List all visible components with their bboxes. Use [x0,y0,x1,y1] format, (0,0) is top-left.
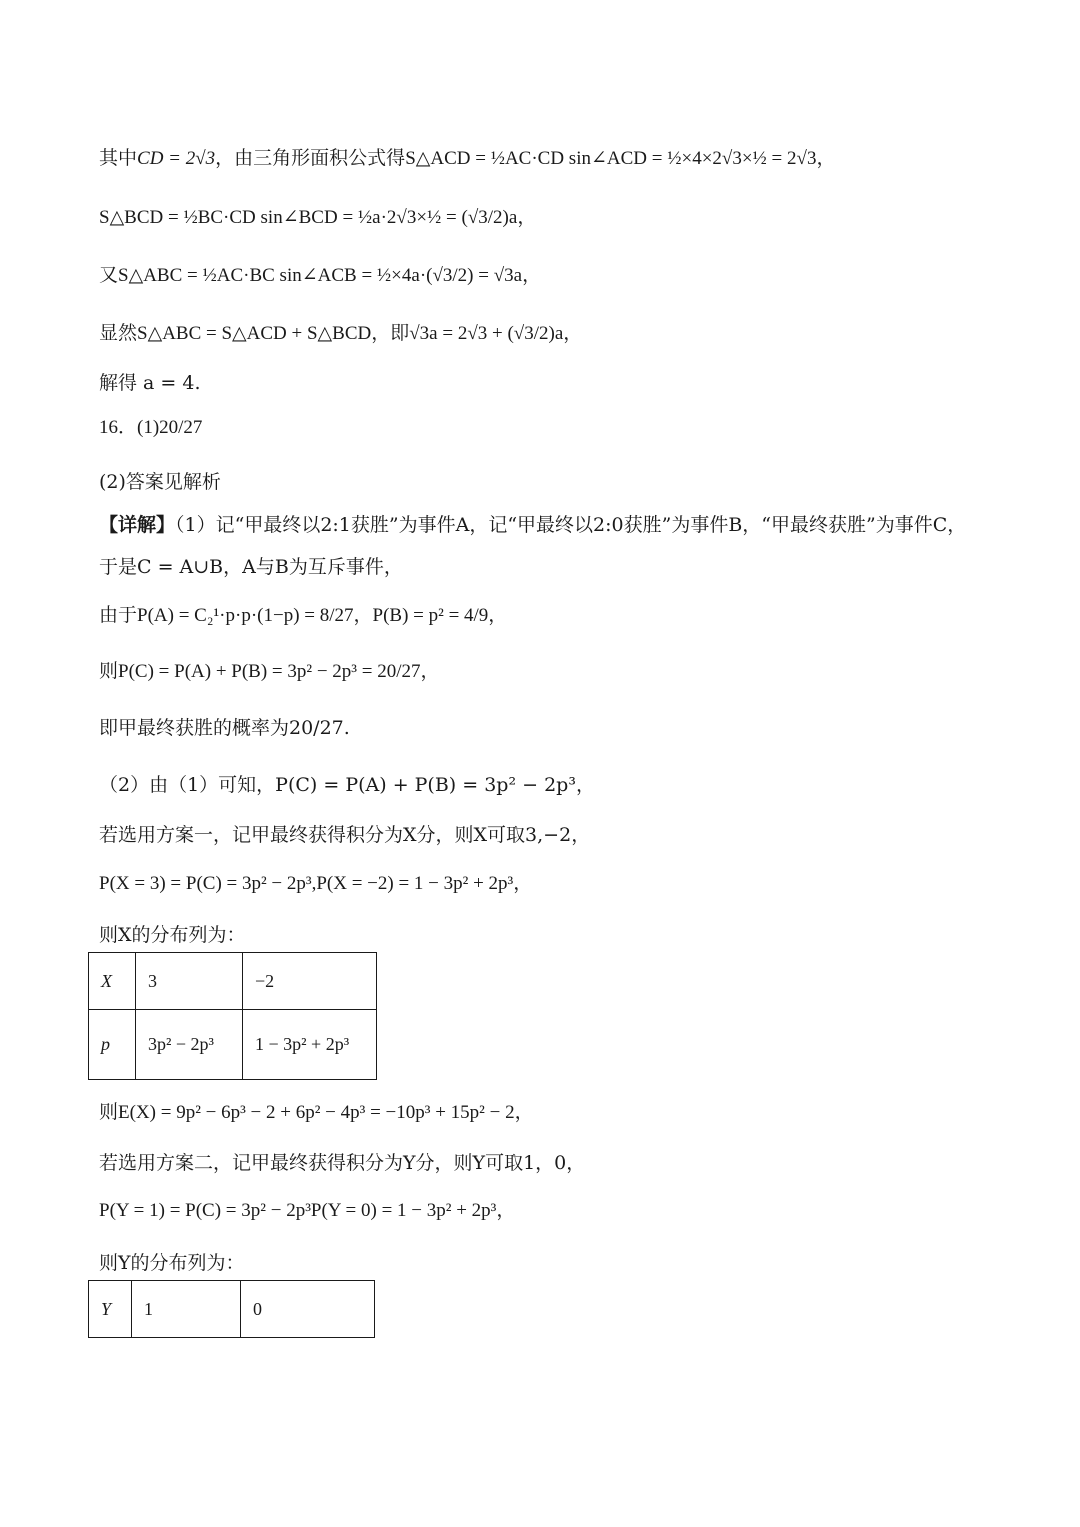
detail-text-4: P(C) = P(A) + P(B) = 3p² − 2p³ = 20/27， [118,661,440,682]
detail-line-1 [99,510,966,537]
q16-fraction: 20/27 [159,417,203,438]
part2-line-4 [99,920,246,947]
part2-line-5 [99,1097,534,1124]
part2-text-1: （2）由（1）可知，P(C) = P(A) + P(B) = 3p² − 2p³， [99,774,595,796]
line-cd-area: 其中CD = 2√3，由三角形面积公式得S△ACD = ½AC·CD sin∠ACD = ½×4×2√3×½ = 2√3， [99,147,836,169]
line-solution [99,368,201,395]
table-row [89,1281,375,1338]
formula-area-abc: S△ABC = ½AC·BC sin∠ACB = ½×4a·(√3/2) = √3a [118,265,523,286]
line-area-abc: 又S△ABC = ½AC·BC sin∠ACB = ½×4a·(√3/2) = √3a， [99,264,542,286]
table-cell: p [89,1010,136,1080]
detail-tag: 【详解】 [99,514,176,536]
detail-text-1: （1）记“甲最终以2:1获胜”为事件A，记“甲最终以2:0获胜”为事件B，“甲最终获胜”为事件C， [175,514,967,536]
table-cell: X [89,953,136,1010]
detail-prefix-3: 由于 [99,604,138,626]
text-mid: ，即 [371,322,410,344]
part2-line-1 [99,770,595,797]
part2-text-2: 若选用方案一，记甲最终获得积分为X分，则X可取3,−2， [99,824,591,846]
detail-line-5 [99,713,350,740]
part2-line-7 [99,1195,515,1222]
detail-line-2 [99,552,403,579]
detail-line-4 [99,656,440,683]
formula-area-bcd: S△BCD = ½BC·CD sin∠BCD = ½a·2√3×½ = (√3/2)a [99,207,518,228]
detail-text-3: P(A) = C₂¹·p·p·(1−p) = 8/27，P(B) = p² = 4/9， [137,605,508,626]
detail-text-2: 于是C = A∪B，A与B为互斥事件， [99,556,403,578]
text-prefix: 显然 [99,322,138,344]
text-mid: ，由三角形面积公式得 [215,147,406,169]
part2-text-8: 则Y的分布列为： [99,1252,245,1274]
line-area-sum: 显然S△ABC = S△ACD + S△BCD，即√3a = 2√3 + (√3/2)a， [99,322,583,344]
detail-prefix-4: 则 [99,660,119,682]
formula-cd: CD = 2√3 [137,148,216,169]
part2-line-3 [99,868,532,895]
table-cell: 1 [132,1281,241,1338]
formula-area-sum: S△ABC = S△ACD + S△BCD [137,323,372,344]
detail-line-3 [99,600,507,627]
text-prefix: 其中 [99,147,138,169]
table-cell: 0 [241,1281,375,1338]
q16-answer [99,412,202,439]
text-solution: 解得 a = 4. [99,372,201,394]
q16-label: 16．(1) [99,417,160,438]
formula-area-acd: S△ACD = ½AC·CD sin∠ACD = ½×4×2√3×½ = 2√3 [405,148,817,169]
distribution-table-x [88,952,377,1080]
part2-line-2 [99,820,590,847]
text-prefix: 又 [99,264,119,286]
detail-text-5: 即甲最终获胜的概率为20/27. [99,717,350,739]
q16-part2-answer [99,467,221,494]
part2-line-8 [99,1248,245,1275]
distribution-table-y [88,1280,375,1338]
table-cell: −2 [243,953,377,1010]
table-cell: 3p² − 2p³ [136,1010,243,1080]
part2-line-6 [99,1148,585,1175]
line-area-bcd: S△BCD = ½BC·CD sin∠BCD = ½a·2√3×½ = (√3/2)a， [99,206,537,228]
table-cell: Y [89,1281,132,1338]
table-row [89,953,377,1010]
part2-text-4: 则X的分布列为： [99,924,246,946]
formula-equation: √3a = 2√3 + (√3/2)a [409,323,564,344]
table-cell: 3 [136,953,243,1010]
part2-text-3: P(X = 3) = P(C) = 3p² − 2p³,P(X = −2) = 1 − 3p² + 2p³， [99,873,533,894]
part2-text-5: 则E(X) = 9p² − 6p³ − 2 + 6p² − 4p³ = −10p³ + 15p² − 2， [99,1102,534,1123]
q16-part2: (2)答案见解析 [99,471,221,493]
table-cell: 1 − 3p² + 2p³ [243,1010,377,1080]
part2-text-6: 若选用方案二，记甲最终获得积分为Y分，则Y可取1，0， [99,1152,586,1174]
part2-text-7: P(Y = 1) = P(C) = 3p² − 2p³P(Y = 0) = 1 − 3p² + 2p³， [99,1200,516,1221]
table-row [89,1010,377,1080]
